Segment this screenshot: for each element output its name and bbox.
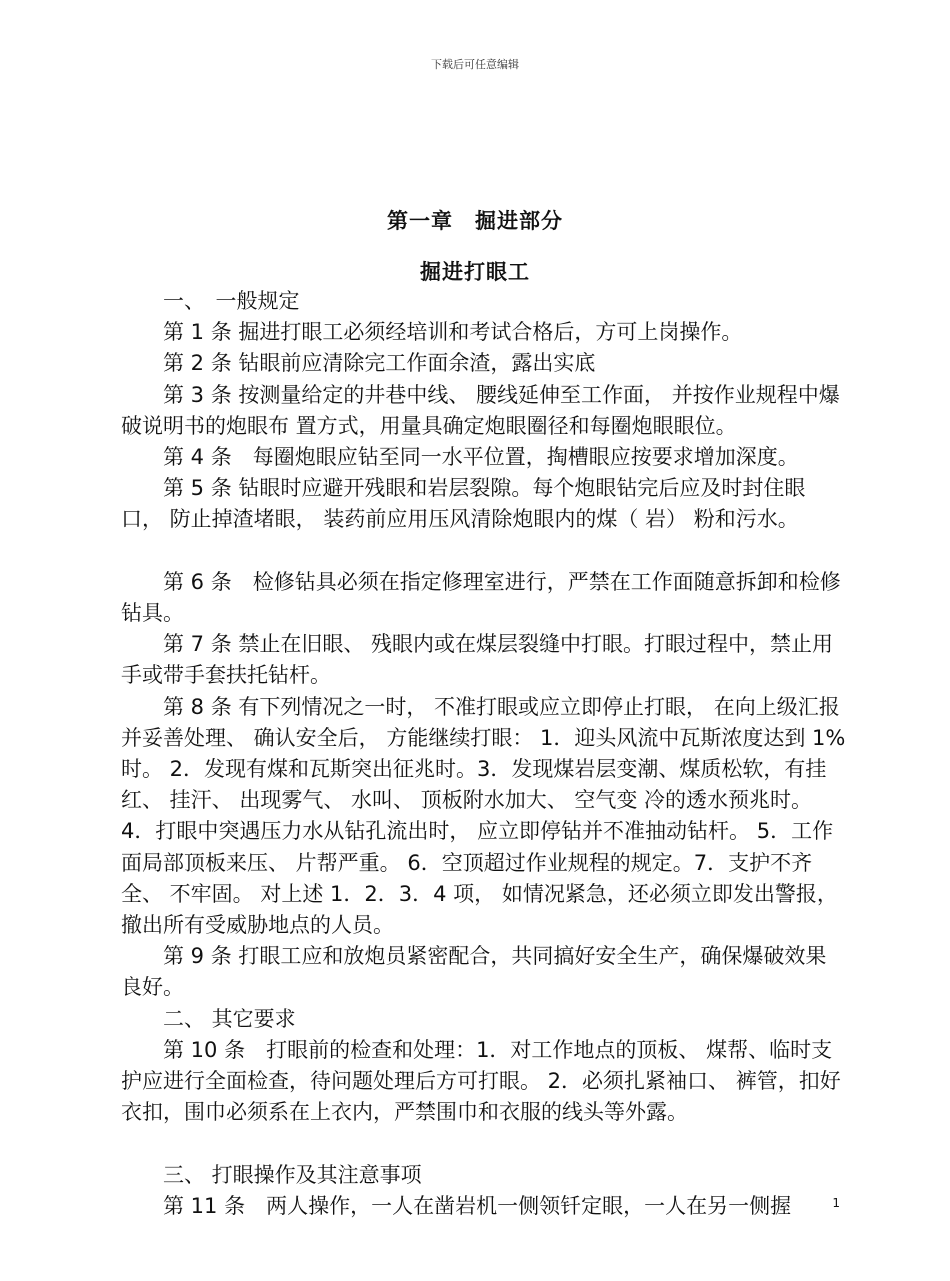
article-9: 第 9 条 打眼工应和放炮员紧密配合，共同搞好安全生产，确保爆破效果良好。 bbox=[121, 944, 827, 1000]
article-3: 第 3 条 按测量给定的井巷中线、 腰线延伸至工作面， 并按作业规程中爆破说明书的炮眼布 置方式，用量具确定炮眼圈径和每圈炮眼眼位。 bbox=[121, 382, 840, 438]
article-7: 第 7 条 禁止在旧眼、 残眼内或在煤层裂缝中打眼。打眼过程中，禁止用手或带手套扶托钻杆。 bbox=[121, 632, 834, 688]
chapter-title: 第一章 掘进部分 bbox=[387, 209, 563, 233]
article-2: 第 2 条 钻眼前应清除完工作面余渣，露出实底 bbox=[163, 351, 596, 376]
article-1: 第 1 条 掘进打眼工必须经培训和考试合格后，方可上岗操作。 bbox=[163, 320, 743, 345]
heading-drilling-operation: 三、 打眼操作及其注意事项 bbox=[163, 1162, 422, 1187]
header-note: 下载后可任意编辑 bbox=[431, 58, 519, 71]
heading-other-requirements: 二、 其它要求 bbox=[163, 1006, 296, 1031]
document-body bbox=[121, 286, 846, 1222]
section-title: 掘进打眼工 bbox=[420, 260, 530, 284]
heading-general-rules: 一、 一般规定 bbox=[163, 289, 300, 313]
page-number: 1 bbox=[832, 1196, 840, 1210]
article-5: 第 5 条 钻眼时应避开残眼和岩层裂隙。每个炮眼钻完后应及时封住眼口， 防止掉渣堵眼， 装药前应用压风清除炮眼内的煤（ 岩） 粉和污水。 bbox=[121, 476, 806, 532]
article-6: 第 6 条 检修钻具必须在指定修理室进行，严禁在工作面随意拆卸和检修钻具。 bbox=[121, 569, 841, 626]
article-8: 第 8 条 有下列情况之一时， 不准打眼或应立即停止打眼， 在向上级汇报并妥善处理、 确认安全后， 方能继续打眼： 1．迎头风流中瓦斯浓度达到 1%时。 2．发现有煤和瓦斯突出征兆时。3．发现煤岩层变潮、煤质松软，有挂红、 挂汗、 出现雾气、 水叫、 顶板附水加大、 空气变 冷的透水预兆时。4．打眼中突遇压力水从钻孔流出时， 应立即停钻并不准抽动钻杆。 5．工作面局部顶板来压、 片帮严重。 6．空顶超过作业规程的规定。7．支护不齐全、 不牢固。 对上述 1．2．3．4 项， 如情况紧急，还必须立即发出警报，撤出所有受威胁地点的人员。 bbox=[121, 694, 846, 938]
article-4: 第 4 条 每圈炮眼应钻至同一水平位置，掏槽眼应按要求增加深度。 bbox=[163, 445, 799, 470]
article-10: 第 10 条 打眼前的检查和处理：1．对工作地点的顶板、 煤帮、临时支护应进行全面检查，待问题处理后方可打眼。 2．必须扎紧袖口、 裤管，扣好衣扣，围巾必须系在上衣内，严禁围巾和衣服的线头等外露。 bbox=[121, 1037, 841, 1125]
article-11: 第 11 条 两人操作，一人在凿岩机一侧领钎定眼，一人在另一侧握 bbox=[163, 1193, 792, 1218]
